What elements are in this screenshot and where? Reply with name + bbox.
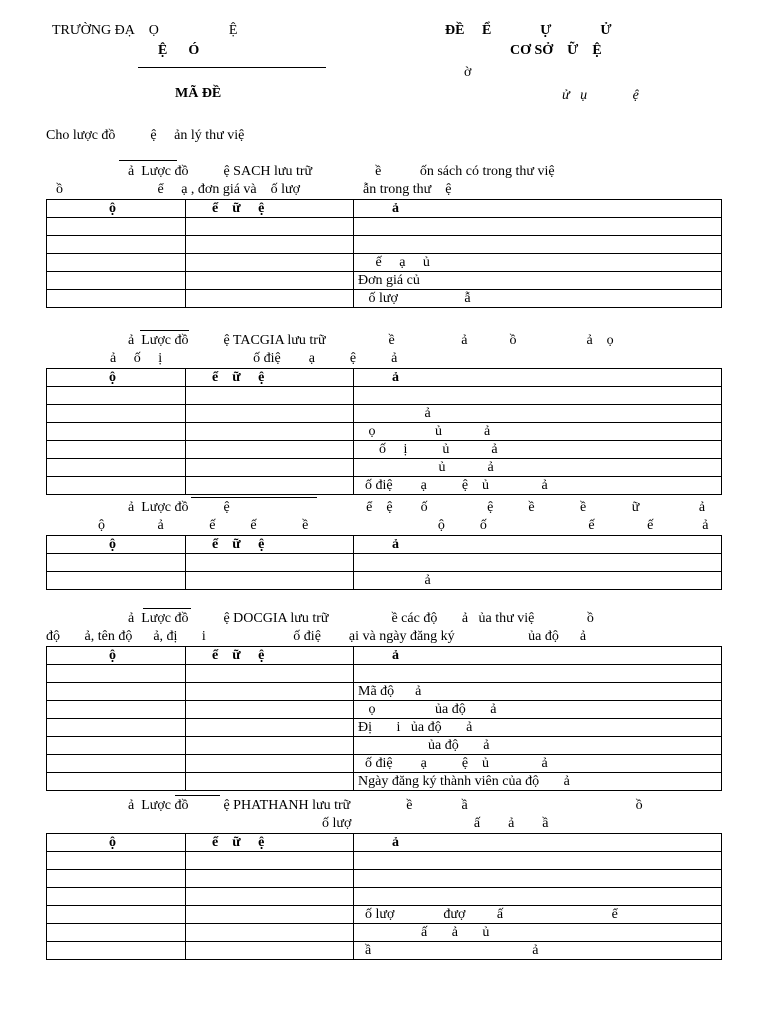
col-desc-header: ả bbox=[354, 647, 722, 665]
table-row: ủ ả bbox=[47, 459, 722, 477]
table-row: ọ ủa độ ả bbox=[47, 701, 722, 719]
table-row: ầ ả bbox=[47, 942, 722, 960]
section3-desc-line1: ả Lược đồ ệ ể ệ ố ệ ề ề ữ ả bbox=[128, 500, 706, 515]
table-header-row bbox=[47, 834, 722, 852]
section2-mark bbox=[140, 330, 189, 331]
intro-text: Cho lược đồ ệ ản lý thư việ bbox=[46, 128, 245, 143]
exam-subject: CƠ SỞ Ữ Ệ bbox=[510, 43, 602, 58]
table-row: Ngày đăng ký thành viên của độ ả bbox=[47, 773, 722, 791]
section1-table bbox=[46, 199, 722, 308]
table-row bbox=[47, 236, 722, 254]
col-desc-header: ả bbox=[354, 369, 722, 387]
table-header-row bbox=[47, 200, 722, 218]
col-attribute-header: ộ bbox=[47, 647, 186, 665]
table-row bbox=[47, 870, 722, 888]
exam-time: ờ bbox=[464, 65, 472, 80]
section4-desc-line1: ả Lược đồ ệ DOCGIA lưu trữ ề các độ ả ủa thư việ ồ bbox=[128, 611, 594, 626]
col-attribute-header: ộ bbox=[47, 834, 186, 852]
exam-code: MÃ ĐỀ bbox=[175, 86, 222, 101]
table-row bbox=[47, 665, 722, 683]
school-name-line1: TRƯỜNG ĐẠ Ọ Ệ bbox=[52, 23, 238, 38]
table-row: Mã độ ả bbox=[47, 683, 722, 701]
col-type-header: ể ữ ệ bbox=[186, 200, 354, 218]
section5-table bbox=[46, 833, 722, 960]
table-row bbox=[47, 387, 722, 405]
section3-mark bbox=[191, 497, 317, 498]
section5-desc-line1: ả Lược đồ ệ PHATHANH lưu trữ ề ầ ồ bbox=[128, 798, 643, 813]
section5-mark bbox=[175, 795, 220, 796]
section1-mark bbox=[119, 160, 177, 161]
table-row: ố điệ ạ ệ ủ ả bbox=[47, 755, 722, 773]
table-row bbox=[47, 554, 722, 572]
table-header-row bbox=[47, 369, 722, 387]
col-attribute-header: ộ bbox=[47, 369, 186, 387]
table-row: ả bbox=[47, 405, 722, 423]
table-row: ả bbox=[47, 572, 722, 590]
table-row bbox=[47, 888, 722, 906]
section4-table bbox=[46, 646, 722, 791]
section4-desc-line2: độ ả, tên độ ả, đị i ố điệ ại và ngày đăng ký ủa độ ả bbox=[46, 629, 587, 644]
section5-desc-line2: ố lượ ấ ả ầ bbox=[322, 816, 549, 831]
section1-desc-line1: ả Lược đồ ệ SACH lưu trữ ề ốn sách có trong thư việ bbox=[128, 164, 555, 179]
school-name-line2: Ệ Ó bbox=[158, 43, 200, 58]
section3-desc-line2: ộ ả ế ế ề ộ ố ế ế ả bbox=[98, 518, 709, 533]
col-desc-header: ả bbox=[354, 200, 722, 218]
table-row: ố lượ ẫ bbox=[47, 290, 722, 308]
col-desc-header: ả bbox=[354, 536, 722, 554]
section2-desc-line2: ả ố ị ố điệ ạ ệ ả bbox=[110, 351, 398, 366]
section2-desc-line1: ả Lược đồ ệ TACGIA lưu trữ ề ả ồ ả ọ bbox=[128, 333, 614, 348]
exam-note: ử ụ ệ bbox=[562, 88, 639, 103]
table-row: Đơn giá củ bbox=[47, 272, 722, 290]
section3-table bbox=[46, 535, 722, 590]
table-row: ọ ủ ả bbox=[47, 423, 722, 441]
table-row: ố điệ ạ ệ ủ ả bbox=[47, 477, 722, 495]
col-desc-header: ả bbox=[354, 834, 722, 852]
table-row bbox=[47, 852, 722, 870]
col-attribute-header: ộ bbox=[47, 200, 186, 218]
table-header-row bbox=[47, 536, 722, 554]
table-row: ủa độ ả bbox=[47, 737, 722, 755]
section1-desc-line2: ồ ể ạ , đơn giá và ố lượ ẫn trong thư ệ bbox=[56, 182, 452, 197]
exam-title: ĐỀ Ể Ự Ử bbox=[445, 23, 612, 38]
col-type-header: ể ữ ệ bbox=[186, 369, 354, 387]
table-row: ế ạ ủ bbox=[47, 254, 722, 272]
section4-mark bbox=[143, 608, 191, 609]
header-underline bbox=[138, 67, 326, 68]
table-header-row bbox=[47, 647, 722, 665]
col-type-header: ể ữ ệ bbox=[186, 834, 354, 852]
table-row: ố lượ đượ ấ ể bbox=[47, 906, 722, 924]
col-attribute-header: ộ bbox=[47, 536, 186, 554]
col-type-header: ể ữ ệ bbox=[186, 536, 354, 554]
table-row bbox=[47, 218, 722, 236]
col-type-header: ể ữ ệ bbox=[186, 647, 354, 665]
table-row: ố ị ủ ả bbox=[47, 441, 722, 459]
table-row: ấ ả ủ bbox=[47, 924, 722, 942]
section2-table bbox=[46, 368, 722, 495]
table-row: Đị i ủa độ ả bbox=[47, 719, 722, 737]
